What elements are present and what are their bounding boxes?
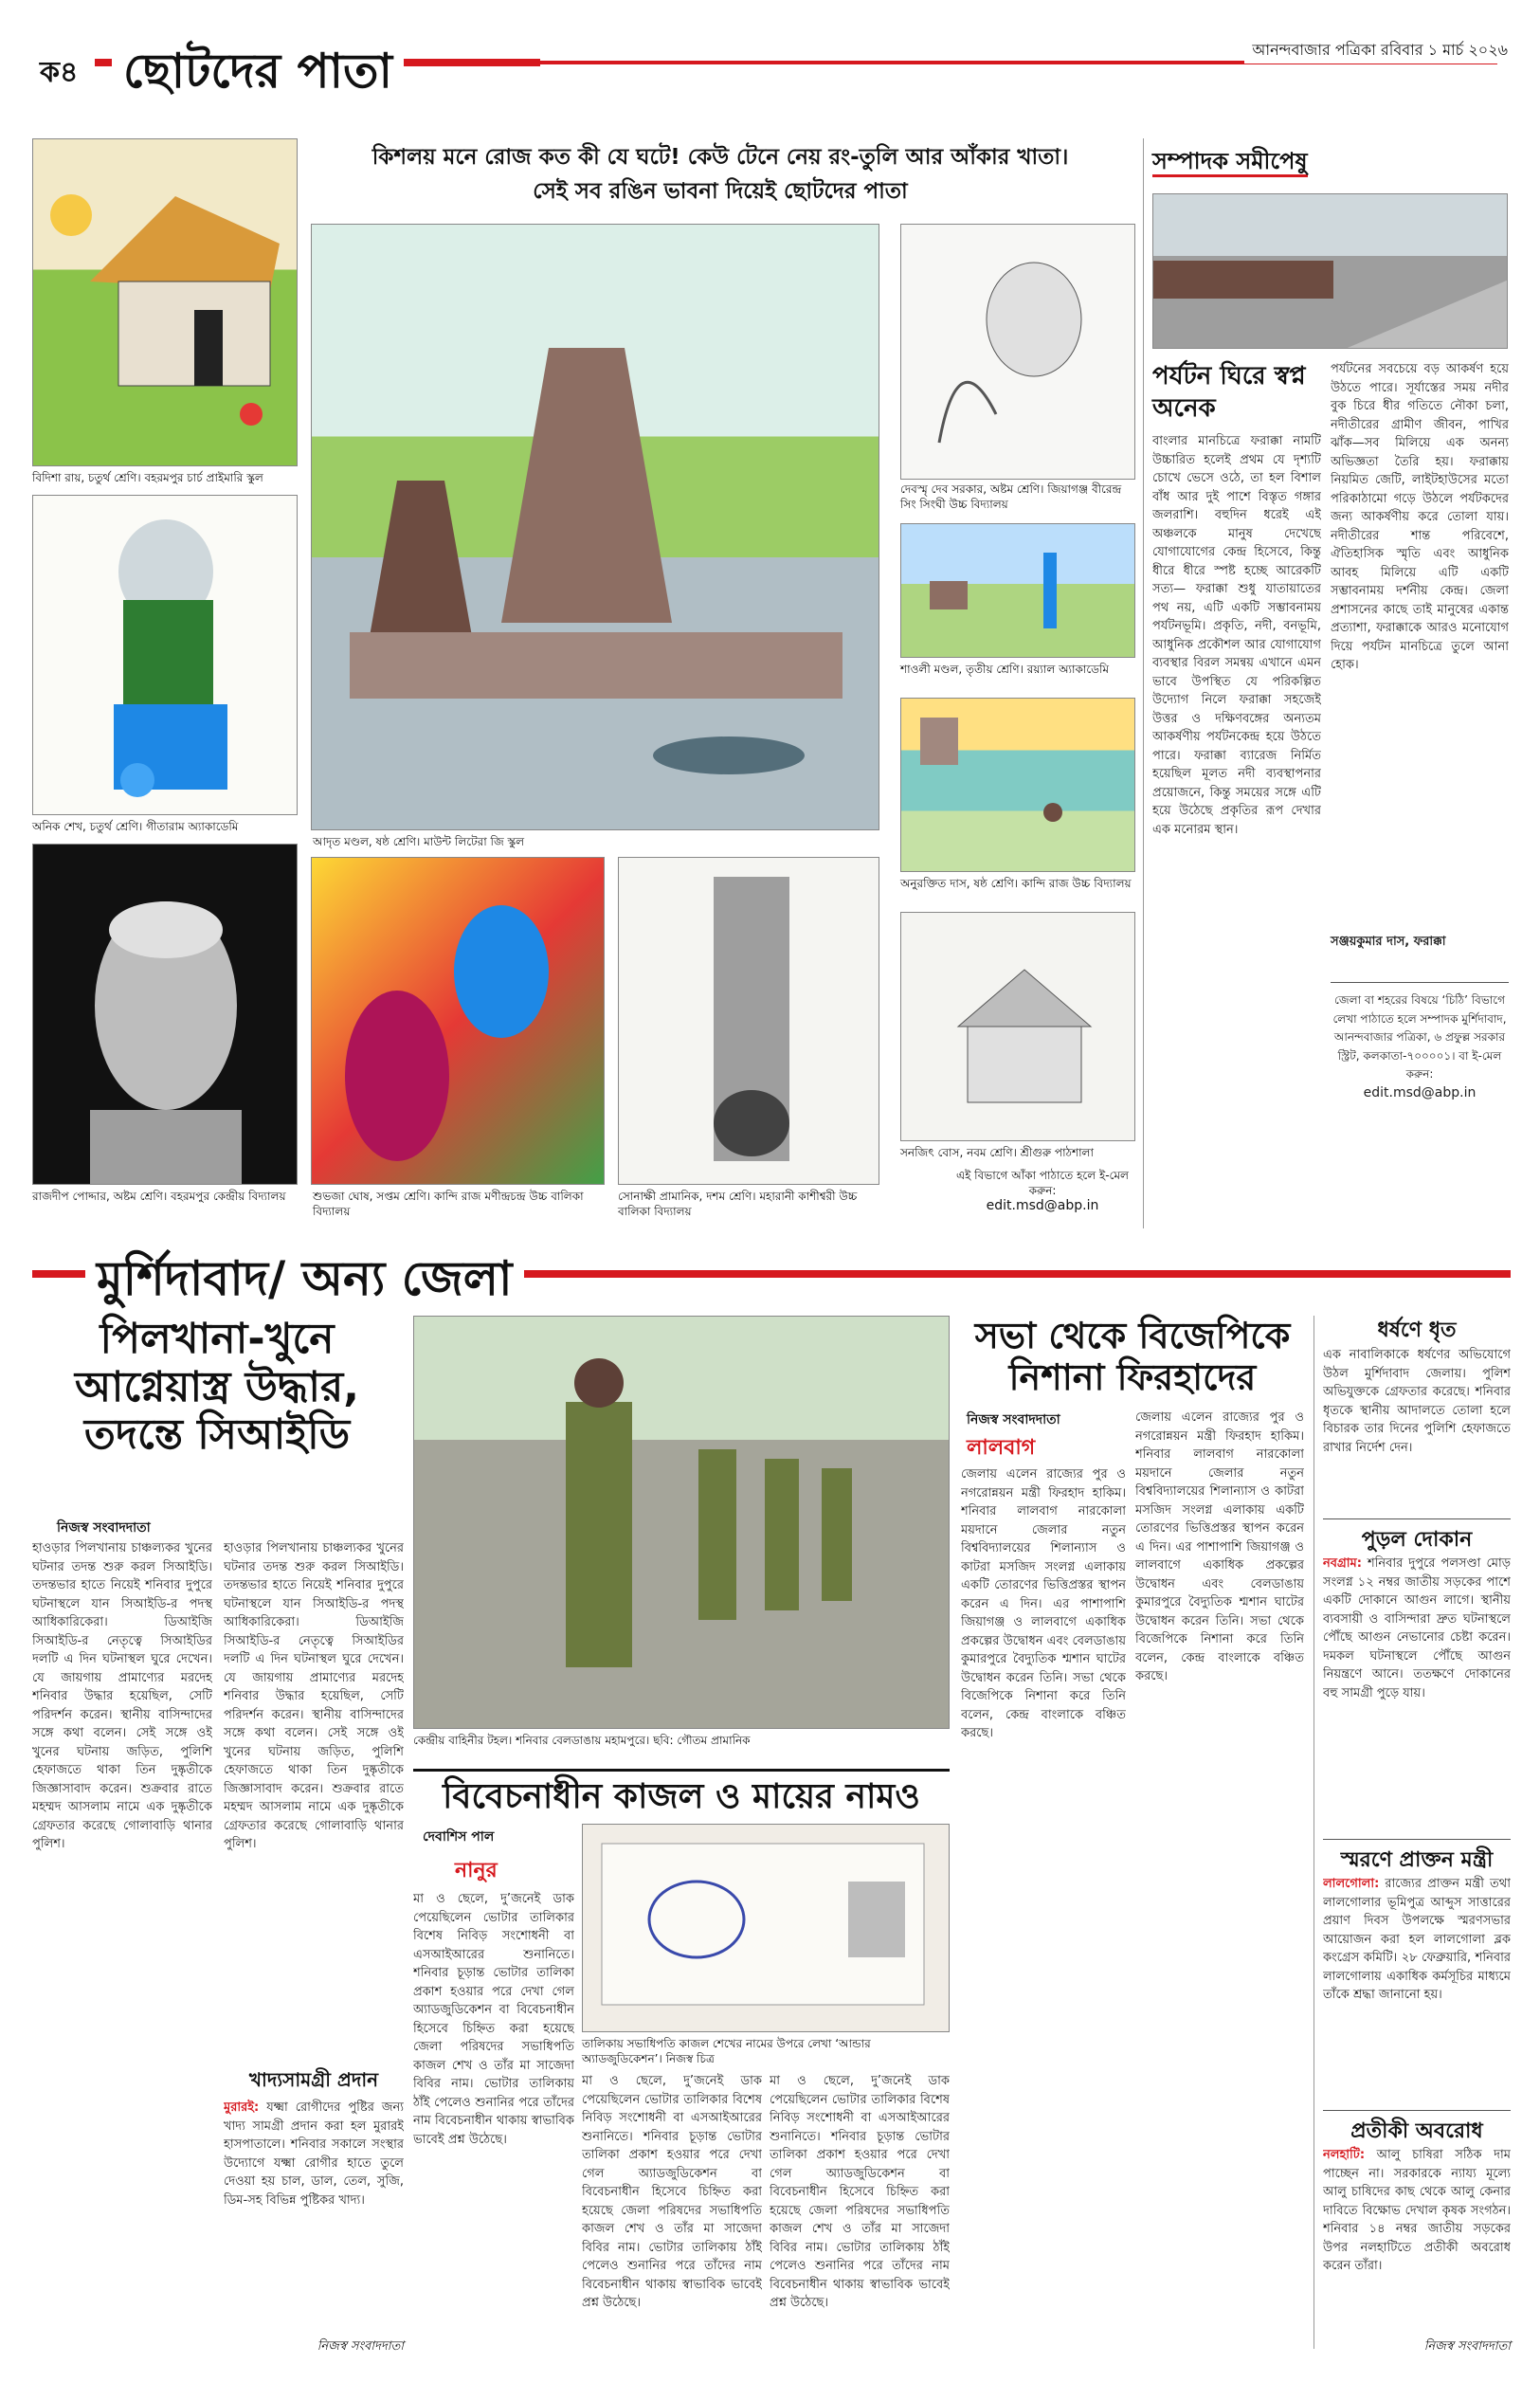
patrol-caption: কেন্দ্রীয় বাহিনীর টহল। শনিবার বেলডাঙায় মহামপুরে। ছবি: গৌতম প্রামানিক xyxy=(413,1734,751,1747)
kids-intro-line1: কিশলয় মনে রোজ কত কী যে ঘটে! কেউ টেনে নেয় রং-তুলি আর আঁকার খাতা। xyxy=(371,145,1069,170)
caption-6: সোনাক্ষী প্রামানিক, দশম শ্রেণি। মহারানী কাশীশ্বরী উচ্চ বালিকা বিদ্যালয় xyxy=(618,1190,858,1218)
caption-7: দেবস্মৃ দেব সরকার, অষ্টম শ্রেণি। জিয়াগঞ্জ বীরেন্দ্র সিং সিংঘী উচ্চ বিদ্যালয় xyxy=(900,482,1122,511)
brief4-headline: প্রতীকী অবরোধ xyxy=(1323,2110,1511,2150)
brief1-headline: ধর্ষণে ধৃত xyxy=(1377,1318,1457,1342)
brief2-text: শনিবার দুপুরে পলসণ্ডা মোড় সংলগ্ন ১২ নম্বর জাতীয় সড়কের পাশে একটি দোকানে আগুন লাগে। স্থানীয় ব্যবসায়ী ও বাসিন্দারা দ্রুত ঘটনাস্থলে পৌঁছে আগুন নেভানোর চেষ্টা করেন। দমকল ঘটনাস্থলে পৌঁছে আগুন নিয়ন্ত্রণে আনে। ততক্ষণে দোকানের বহু সামগ্রী পুড়ে যায়। xyxy=(1323,1556,1511,1700)
story2-body-cont2: মা ও ছেলে, দু’জনেই ডাক পেয়েছিলেন ভোটার তালিকার বিশেষ নিবিড় সংশোধনী বা এসআইআরের শুনানিতে। শনিবার চূড়ান্ত ভোটার তালিকা প্রকাশ হওয়ার পরে দেখা গেল অ্যাডজুডিকেশন বা বিবেচনাধীন হিসেবে চিহ্নিত করা হয়েছে জেলা পরিষদের সভাধিপতি কাজল শেখ ও তাঁর মা সাজেদা বিবির নাম। ভোটার তালিকায় ঠাঁই পেলেও শুনানির পরে তাঁদের নাম বিবেচনাধীন থাকায় স্বাভাবিক ভাবেই প্রশ্ন উঠেছে। xyxy=(770,2074,950,2310)
section-title: ছোটদের পাতা xyxy=(112,36,404,115)
saraswati-drawing xyxy=(901,225,1135,480)
farakka-photo xyxy=(1152,193,1508,349)
district-title: মুর্শিদাবাদ/ অন্য জেলা xyxy=(85,1244,524,1322)
drawing-village xyxy=(900,523,1135,658)
masthead: আনন্দবাজার পত্রিকা রবিবার ১ মার্চ ২০২৬ xyxy=(1244,38,1508,64)
drawing-ninja xyxy=(32,495,298,815)
story1-body-cont: হাওড়ার পিলখানায় চাঞ্চল্যকর খুনের ঘটনার তদন্ত শুরু করল সিআইডি। তদন্তভার হাতে নিয়েই শনিবার দুপুরে ঘটনাস্থলে যান সিআইডি-র পদস্থ আধিকারিকেরা। ডিআইজি সিআইডি-র নেতৃত্বে সিআইডির দলটি এ দিন ঘটনাস্থল ঘুরে দেখেন। যে জায়গায় প্রামাণ্যের মরদেহ শনিবার উদ্ধার হয়েছিল, সেটি পরিদর্শন করেন। স্থানীয় বাসিন্দাদের সঙ্গে কথা বলেন। সেই সঙ্গে ওই খুনের ঘটনায় জড়িত, পুলিশি হেফাজতে থাকা তিন দুষ্কৃতীকে জিজ্ঞাসাবাদ করেন। শুক্রবার রাতে মহম্মদ আসলাম নামে এক দুষ্কৃতীকে গ্রেফতার করেছে গোলাবাড়ি থানার পুলিশ। xyxy=(224,1541,404,1851)
caption-2: অনিক শেখ, চতুর্থ শ্রেণি। গীতারাম অ্যাকাডেমি xyxy=(32,820,239,833)
caption-4: আদৃত মণ্ডল, ষষ্ঠ শ্রেণি। মাউন্ট লিটেরা জি স্কুল xyxy=(313,835,525,848)
drawing-temple xyxy=(311,224,879,830)
caption-3: রাজদীপ পোদ্দার, অষ্টম শ্রেণি। বহরমপুর কেন্দ্রীয় বিদ্যালয় xyxy=(32,1190,286,1203)
page-number: ক৪ xyxy=(40,56,79,89)
caption-9: অনুরক্তিত দাস, ষষ্ঠ শ্রেণি। কান্দি রাজ উচ্চ বিদ্যালয় xyxy=(900,877,1132,890)
story1-headline: পিলখানা-খুনে আগ্নেয়াস্ত্র উদ্ধার, তদন্তে সিআইডি xyxy=(75,1315,359,1460)
story2-place: নানুর xyxy=(455,1859,498,1882)
patrol-photo xyxy=(413,1316,950,1729)
drawing-river xyxy=(900,698,1135,872)
editor-footer xyxy=(1331,991,1509,1102)
story2-body: মা ও ছেলে, দু’জনেই ডাক পেয়েছিলেন ভোটার তালিকার বিশেষ নিবিড় সংশোধনী বা এসআইআরের শুনানিতে। শনিবার চূড়ান্ত ভোটার তালিকা প্রকাশ হওয়ার পরে দেখা গেল অ্যাডজুডিকেশন বা বিবেচনাধীন হিসেবে চিহ্নিত করা হয়েছে জেলা পরিষদের সভাধিপতি কাজল শেখ ও তাঁর মা সাজেদা বিবির নাম। ভোটার তালিকায় ঠাঁই পেলেও শুনানির পরে তাঁদের নাম বিবেচনাধীন থাকায় স্বাভাবিক ভাবেই প্রশ্ন উঠেছে। xyxy=(413,1892,574,2147)
hut-drawing xyxy=(33,139,298,466)
story3-place: লালবাগ xyxy=(967,1436,1036,1460)
drawing-cottage xyxy=(900,912,1135,1141)
patrol-photo-image xyxy=(414,1317,950,1729)
village-drawing xyxy=(901,524,1135,658)
editor-footer-email[interactable]: edit.msd@abp.in xyxy=(1363,1084,1477,1100)
drawing-hut xyxy=(32,138,298,466)
story3-headline: সভা থেকে বিজেপিকে নিশানা ফিরহাদের xyxy=(974,1315,1291,1398)
story2-headline: বিবেচনাধীন কাজল ও মায়ের নামও xyxy=(413,1769,950,1816)
kids-intro-line2: সেই সব রঙিন ভাবনা দিয়েই ছোটদের পাতা xyxy=(533,179,908,204)
voter-doc-image xyxy=(583,1825,950,2032)
divider xyxy=(1331,982,1509,983)
brief3-text: রাজ্যের প্রাক্তন মন্ত্রী তথা লালগোলার ভূমিপুত্র আব্দুস সাত্তারের প্রয়াণ দিবস উপলক্ষে স্মরণসভার আয়োজন করা হল লালগোলা ব্লক কংগ্রেস কমিটি। ২৮ ফেব্রুয়ারি, শনিবার লালগোলায় একাধিক কর্মসূচির মাধ্যমে তাঁকে শ্রদ্ধা জানানো হয়। xyxy=(1323,1877,1511,2002)
send-note xyxy=(948,1168,1137,1213)
letter-title: পর্যটন ঘিরে স্বপ্ন অনেক xyxy=(1152,362,1306,423)
brief2-place: নবগ্রাম: xyxy=(1323,1556,1362,1571)
brief4-text: আলু চাষিরা সঠিক দাম পাচ্ছেন না। সরকারকে ন্যায্য মূল্যে আলু চাষিদের কাছ থেকে আলু কেনার দাবিতে বিক্ষোভ দেখাল কৃষক সংগঠন। শনিবার ১৪ নম্বর জাতীয় সড়কের উপর নলহাটিতে প্রতীকী অবরোধ করেন তাঁরা। xyxy=(1323,2148,1511,2273)
drawing-tree xyxy=(618,857,879,1185)
story1-subhead: খাদ্যসামগ্রী প্রদান xyxy=(248,2068,379,2091)
temple-drawing xyxy=(312,225,879,830)
brief4-body xyxy=(1323,2146,1511,2332)
drawing-shiva xyxy=(32,844,298,1185)
brief4-place: নলহাটি: xyxy=(1323,2148,1366,2162)
caption-5: শুভজা ঘোষ, সপ্তম শ্রেণি। কান্দি রাজ মণীন্দ্রচন্দ্র উচ্চ বালিকা বিদ্যালয় xyxy=(313,1190,584,1218)
brief1-body: এক নাবালিকাকে ধর্ষণের অভিযোগে উঠল মুর্শিদাবাদ জেলায়। পুলিশ অভিযুক্তকে গ্রেফতার করেছে। শনিবার ধৃতকে স্থানীয় আদালতে তোলা হলে বিচারক তার দিনের পুলিশি হেফাজতে রাখার নির্দেশ দেন। xyxy=(1323,1348,1511,1455)
drawing-krishna xyxy=(311,857,605,1185)
editor-box-title xyxy=(1152,138,1508,182)
send-note-text: এই বিভাগে আঁকা পাঠাতে হলে ই-মেল করুন: xyxy=(956,1169,1129,1197)
shiva-drawing xyxy=(33,845,298,1185)
kids-intro xyxy=(313,140,1128,209)
story2-byline: দেবাশিস পাল xyxy=(423,1829,495,1845)
story3-body-cont: জেলায় এলেন রাজ্যের পুর ও নগরোন্নয়ন মন্ত্রী ফিরহাদ হাকিম। শনিবার লালবাগ নারকোলা ময়দানে জেলার নতুন বিশ্ববিদ্যালয়ের শিলান্যাস ও কাটরা মসজিদ সংলগ্ন এলাকায় একটি তোরণের ভিত্তিপ্রস্তর স্থাপন করেন এ দিন। এর পাশাপাশি জিয়াগঞ্জ ও লালবাগে একাধিক প্রকল্পের উদ্বোধন এবং বেলডাঙায় কুমারপুরে বৈদ্যুতিক শ্মশান ঘাটের উদ্বোধন করেন তিনি। সভা থেকে বিজেপিকে নিশানা করে তিনি বলেন, কেন্দ্র বাংলাকে বঞ্চিত করছে। xyxy=(1135,1410,1304,1683)
cottage-drawing xyxy=(901,913,1135,1141)
story3-body: জেলায় এলেন রাজ্যের পুর ও নগরোন্নয়ন মন্ত্রী ফিরহাদ হাকিম। শনিবার লালবাগ নারকোলা ময়দানে জেলার নতুন বিশ্ববিদ্যালয়ের শিলান্যাস ও কাটরা মসজিদ সংলগ্ন এলাকায় একটি তোরণের ভিত্তিপ্রস্তর স্থাপন করেন এ দিন। এর পাশাপাশি জিয়াগঞ্জ ও লালবাগে একাধিক প্রকল্পের উদ্বোধন এবং বেলডাঙায় কুমারপুরে বৈদ্যুতিক শ্মশান ঘাটের উদ্বোধন করেন তিনি। সভা থেকে বিজেপিকে নিশানা করে তিনি বলেন, কেন্দ্র বাংলাকে বঞ্চিত করছে। xyxy=(961,1467,1126,1740)
story1-sub-body xyxy=(224,2099,404,2326)
caption-1: বিদিশা রায়, চতুর্থ শ্রেণি। বহরমপুর চার্চ প্রাইমারি স্কুল xyxy=(32,471,263,484)
krishna-drawing xyxy=(312,858,605,1185)
story1-sub-place: মুরারই: xyxy=(224,2100,260,2115)
voter-doc-caption: তালিকায় সভাধিপতি কাজল শেখের নামের উপরে লেখা ‘আন্ডার অ্যাডজুডিকেশন’। নিজস্ব চিত্র xyxy=(582,2037,871,2065)
brief3-headline: স্মরণে প্রাক্তন মন্ত্রী xyxy=(1323,1839,1511,1879)
voter-doc-photo xyxy=(582,1824,950,2032)
tree-drawing xyxy=(619,858,879,1185)
brief4-signoff: নিজস্ব সংবাদদাতা xyxy=(1423,2339,1511,2354)
story1-byline: নিজস্ব সংবাদদাতা xyxy=(57,1520,151,1536)
brief3-body xyxy=(1323,1875,1511,2102)
story3-byline: নিজস্ব সংবাদদাতা xyxy=(967,1412,1060,1427)
story2-body-cont: মা ও ছেলে, দু’জনেই ডাক পেয়েছিলেন ভোটার তালিকার বিশেষ নিবিড় সংশোধনী বা এসআইআরের শুনানিতে। শনিবার চূড়ান্ত ভোটার তালিকা প্রকাশ হওয়ার পরে দেখা গেল অ্যাডজুডিকেশন বা বিবেচনাধীন হিসেবে চিহ্নিত করা হয়েছে জেলা পরিষদের সভাধিপতি কাজল শেখ ও তাঁর মা সাজেদা বিবির নাম। ভোটার তালিকায় ঠাঁই পেলেও শুনানির পরে তাঁদের নাম বিবেচনাধীন থাকায় স্বাভাবিক ভাবেই প্রশ্ন উঠেছে। xyxy=(582,2074,762,2310)
story1-sub-text: যক্ষ্মা রোগীদের পুষ্টির জন্য খাদ্য সামগ্রী প্রদান করা হল মুরারই হাসপাতালে। শনিবার সকালে সংস্থার উদ্যোগে যক্ষ্মা রোগীর হাতে তুলে দেওয়া হয় চাল, ডাল, তেল, সুজি, ডিম-সহ বিভিন্ন পুষ্টিকর খাদ্য। xyxy=(224,2100,404,2208)
caption-8: শাওলী মণ্ডল, তৃতীয় শ্রেণি। রয়্যাল অ্যাকাডেমি xyxy=(900,663,1110,676)
ninja-drawing xyxy=(33,496,298,815)
caption-10: সনজিৎ বোস, নবম শ্রেণি। শ্রীগুরু পাঠশালা xyxy=(900,1146,1094,1159)
letter-body-1: বাংলার মানচিত্রে ফরাক্কা নামটি উচ্চারিত হলেই প্রথম যে দৃশ্যটি চোখে ভেসে ওঠে, তা হল বিশাল বাঁধ আর দুই পাশে বিস্তৃত গঙ্গার জলরাশি। বহুদিন ধরেই এই অঞ্চলকে মানুষ দেখেছে যোগাযোগের কেন্দ্র হিসেবে, কিন্তু ধীরে ধীরে স্পষ্ট হচ্ছে আরেকটি সত্য— ফরাক্কা শুধু যাতায়াতের পথ নয়, এটি একটি সম্ভাবনাময় পর্যটনভূমি। প্রকৃতি, নদী, বনভূমি, আধুনিক প্রকৌশল আর যোগাযোগ ব্যবস্থার বিরল সমন্বয় এখানে এমন ভাবে উপস্থিত যে পরিকল্পিত উদ্যোগ নিলে ফরাক্কা সহজেই উত্তর ও দক্ষিণবঙ্গের অন্যতম আকর্ষণীয় পর্যটনকেন্দ্র হয়ে উঠতে পারে। ফরাক্কা ব্যারেজ নির্মিত হয়েছিল মূলত নদী ব্যবস্থাপনার প্রয়োজনে, কিন্তু সময়ের সঙ্গে এটি হয়ে উঠেছে প্রকৃতির রূপ দেখার এক মনোরম স্থান। xyxy=(1152,434,1321,837)
drawing-saraswati xyxy=(900,224,1135,480)
brief2-headline: পুড়ল দোকান xyxy=(1323,1518,1511,1558)
letter-author: সঞ্জয়কুমার দাস, ফরাক্কা xyxy=(1331,935,1446,949)
editor-footer-text: জেলা বা শহরের বিষয়ে ‘চিঠি’ বিভাগে লেখা পাঠাতে হলে সম্পাদক মুর্শিদাবাদ, আনন্দবাজার পত্রিকা, ৬ প্রফুল্ল সরকার স্ট্রিট, কলকাতা-৭০০০০১। বা ই-মেল করুন: xyxy=(1332,993,1507,1081)
brief2-body xyxy=(1323,1555,1511,1833)
river-drawing xyxy=(901,699,1135,872)
farakka-photo-image xyxy=(1153,194,1508,349)
send-note-email[interactable]: edit.msd@abp.in xyxy=(986,1198,1099,1213)
story1-signoff: নিজস্ব সংবাদদাতা xyxy=(317,2339,404,2354)
column-divider xyxy=(1143,138,1144,1228)
brief3-place: লালগোলা: xyxy=(1323,1877,1380,1891)
letter-body-2: পর্যটনের সবচেয়ে বড় আকর্ষণ হয়ে উঠতে পারে। সূর্যাস্তের সময় নদীর বুক চিরে ধীর গতিতে নৌকা চলা, নদীতীরের গ্রামীণ জীবন, পাখির ঝাঁক—সব মিলিয়ে এক অনন্য অভিজ্ঞতা তৈরি হয়। ফরাক্কায় নিয়মিত জেটি, লাইটহাউসের মতো পরিকাঠামো গড়ে উঠলে পর্যটকদের জন্য আকর্ষণীয় করে তোলা যায়। নদীতীরের শান্ত পরিবেশে, ঐতিহাসিক স্মৃতি এবং আধুনিক আবহ মিলিয়ে এটি একটি সম্ভাবনাময় দর্শনীয় কেন্দ্র। জেলা প্রশাসনের কাছে তাই মানুষের একান্ত প্রত্যাশা, ফরাক্কাকে আরও মনোযোগ দিয়ে পর্যটন মানচিত্রে তুলে আনা হোক। xyxy=(1331,362,1509,672)
editor-title-text: সম্পাদক সমীপেষু xyxy=(1152,148,1308,177)
story1-body: হাওড়ার পিলখানায় চাঞ্চল্যকর খুনের ঘটনার তদন্ত শুরু করল সিআইডি। তদন্তভার হাতে নিয়েই শনিবার দুপুরে ঘটনাস্থলে যান সিআইডি-র পদস্থ আধিকারিকেরা। ডিআইজি সিআইডি-র নেতৃত্বে সিআইডির দলটি এ দিন ঘটনাস্থল ঘুরে দেখেন। যে জায়গায় প্রামাণ্যের মরদেহ শনিবার উদ্ধার হয়েছিল, সেটি পরিদর্শন করেন। স্থানীয় বাসিন্দাদের সঙ্গে কথা বলেন। সেই সঙ্গে ওই খুনের ঘটনায় জড়িত, পুলিশি হেফাজতে থাকা তিন দুষ্কৃতীকে জিজ্ঞাসাবাদ করেন। শুক্রবার রাতে মহম্মদ আসলাম নামে এক দুষ্কৃতীকে গ্রেফতার করেছে গোলাবাড়ি থানার পুলিশ। xyxy=(32,1541,212,1851)
